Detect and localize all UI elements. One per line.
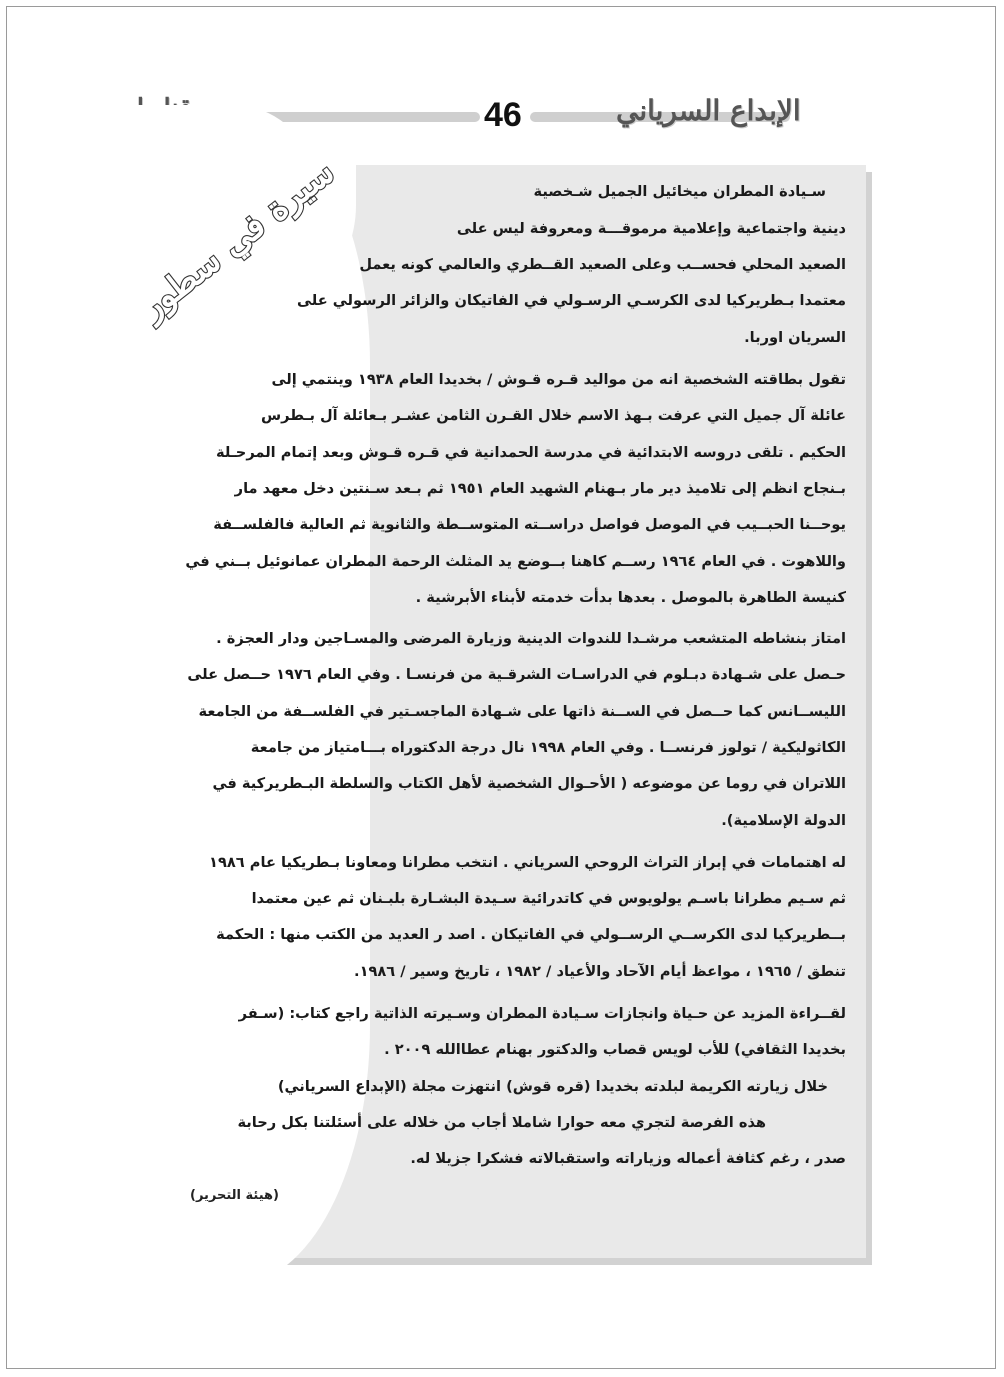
article-line: حـصل على شـهادة دبـلوم في الدراسـات الشرقـية من فرنسـا . وفي العام ١٩٧٦ حــصل على: [187, 666, 846, 683]
article-line: خلال زيارته الكريمة لبلدته بخديدا (قره قوش) انتهزت مجلة (الإبداع السرياني): [277, 1078, 828, 1095]
article-line: عائلة آل جميل التي عرفت بـهذ الاسم خلال القـرن الثامن عشـر بـعائلة آل بـطرس: [261, 407, 846, 424]
article-line: واللاهوت . في العام ١٩٦٤ رســم كاهنا بــوضع يد المثلث الرحمة المطران عمانوئيل بــني في: [185, 553, 846, 570]
article-line: معتمدا بـطريركيا لدى الكرسـي الرسـولي في الفاتيكان والزائر الرسولي على: [297, 292, 846, 309]
article-line: امتاز بنشاطه المتشعب مرشـدا للندوات الدينية وزيارة المرضى والمسـاجين ودار العجزة .: [216, 630, 846, 647]
article-line: كنيسة الطاهرة بالموصل . بعدها بدأت خدمته لأبناء الأبرشية .: [415, 589, 846, 606]
article-line: الدولة الإسلامية).: [721, 812, 846, 829]
magazine-title: الإبداع السرياني: [616, 94, 801, 127]
article-line: بــطريركيا لدى الكرســي الرســولي في الفاتيكان . اصد ر العديد من الكتب منها : الحكمة: [216, 926, 846, 943]
article-line: اللاتران في روما عن موضوعه ( الأحـوال الشخصية لأهل الكتاب والسلطة البـطريركية في: [212, 775, 846, 792]
article-line: تنطق / ١٩٦٥ ، مواعظ أيام الآحاد والأعياد / ١٩٨٢ ، تاريخ وسير / ١٩٨٦.: [354, 963, 846, 980]
article-line: سـيادة المطران ميخائيل الجميل شـخصية: [533, 183, 826, 200]
decorative-title-text: سيرة في سطور: [133, 152, 343, 328]
page-number: 46: [484, 96, 522, 134]
article-line: هذه الفرصة لتجري معه حوارا شاملا أجاب من خلاله على أسئلتنا بكل رحابة: [237, 1114, 766, 1131]
article-line: لقــراءة المزيد عن حـياة وانجازات سـيادة المطران وسـيرته الذاتية راجع كتاب: (سـفر: [238, 1005, 846, 1022]
article-line: تقول بطاقته الشخصية انه من مواليد قـره قـوش / بخديدا العام ١٩٣٨ وينتمي إلى: [271, 371, 846, 388]
article-line: الليســانس كما حــصل في الســنة ذاتها على شـهادة الماجسـتير في الفلســفة من الجامعة: [198, 703, 846, 720]
article-line: دينية واجتماعية وإعلامية مرموقـــة ومعروفة ليس على: [456, 220, 846, 237]
article-line: يوحــنا الحبــيب في الموصل فواصل دراســته المتوســطة والثانوية ثم العالية فالفلســفة: [213, 516, 846, 533]
article-line: الصعيد المحلي فحســب وعلى الصعيد القــطري والعالمي كونه يعمل: [359, 256, 846, 273]
article-line: له اهتمامات في إبراز التراث الروحي السرياني . انتخب مطرانا ومعاونا بـطريكيا عام ١٩٨٦: [209, 854, 846, 871]
article-line: ثم سـيم مطرانا باسـم يولويوس في كاتدرائية سـيدة البشـارة بلبـنان ثم عين معتمدا: [251, 890, 846, 907]
article-line: بخديدا الثقافي) للأب لويس قصاب والدكتور بهنام عطاالله ٢٠٠٩ .: [384, 1041, 846, 1058]
signature: (هيئة التحرير): [190, 1188, 279, 1203]
article-line: بـنجاح انظم إلى تلاميذ دير مار بـهنام الشهيد العام ١٩٥١ ثم بـعد سـنتين دخل معهد مار: [234, 480, 846, 497]
article-line: صدر ، رغم كثافة أعماله وزياراته واستقبالاته فشكرا جزيلا له.: [410, 1150, 846, 1167]
article-line: السريان اوربا.: [744, 329, 846, 346]
article-line: الحكيم . تلقى دروسه الابتدائية في مدرسة الحمدانية في قـره قـوش وبعد إتمام المرحـلة: [216, 444, 846, 461]
article-line: الكاثوليكية / تولوز فرنســا . وفي العام ١٩٩٨ نال درجة الدكتوراه بـــامتياز من جامعة: [250, 739, 846, 756]
